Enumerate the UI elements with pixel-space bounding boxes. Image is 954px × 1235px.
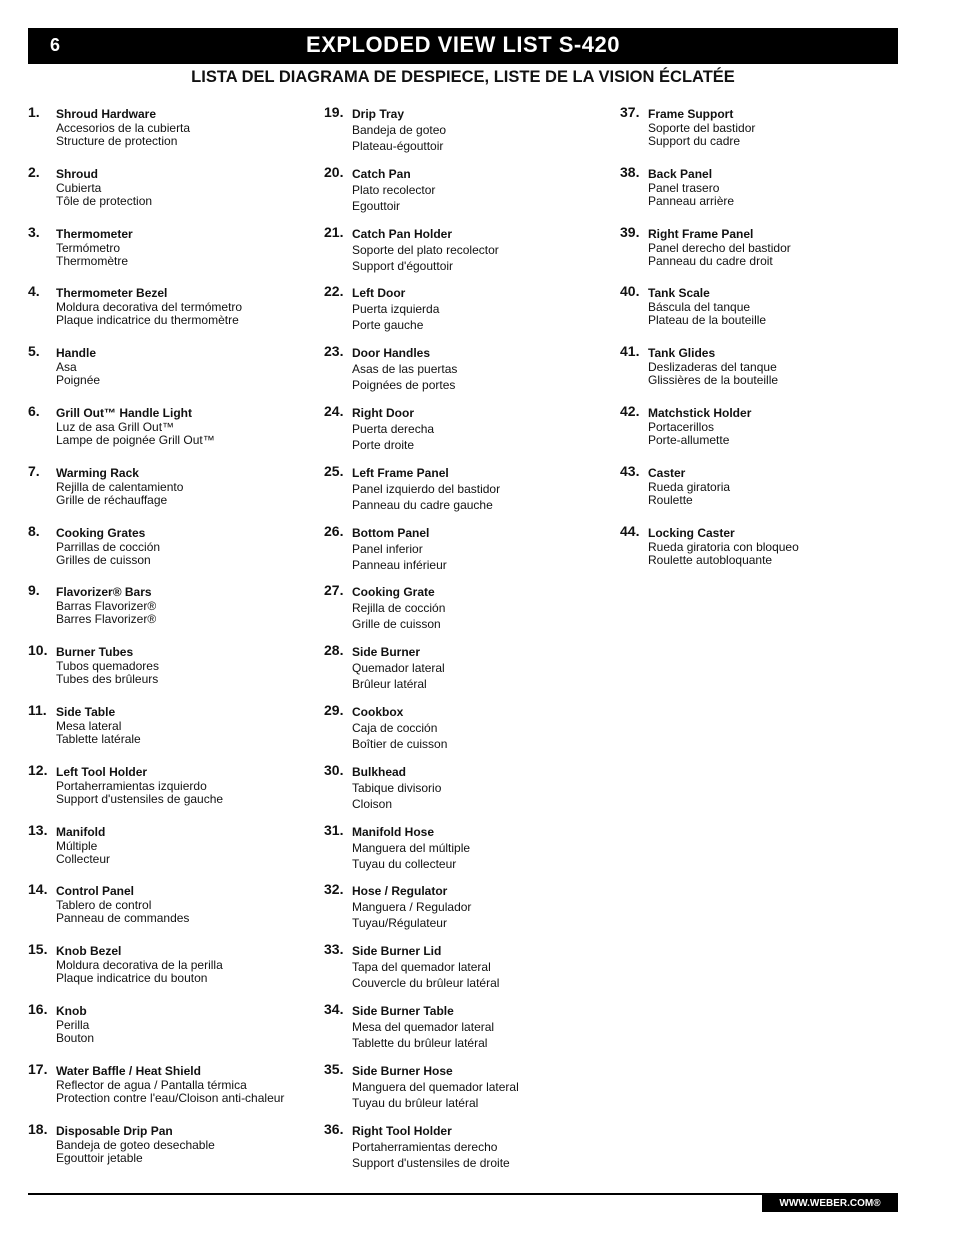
part-name-en: Flavorizer® Bars	[56, 585, 152, 599]
part-item	[620, 164, 910, 222]
part-name-fr: Tablette latérale	[56, 732, 141, 746]
part-number: 21.	[324, 224, 344, 240]
part-number: 23.	[324, 343, 344, 359]
part-name-fr: Glissières de la bouteille	[648, 373, 779, 387]
part-name-fr: Barres Flavorizer®	[56, 612, 157, 626]
part-item	[28, 582, 318, 640]
part-name-fr: Plaque indicatrice du thermomètre	[56, 313, 239, 327]
part-name-es: Moldura decorativa del termómetro	[56, 300, 243, 314]
part-name-es: Caja de cocción	[352, 721, 438, 735]
part-item	[28, 343, 318, 401]
part-name-es: Soporte del plato recolector	[352, 243, 499, 257]
part-number: 1.	[28, 104, 40, 120]
part-item	[324, 403, 614, 461]
part-item	[620, 343, 910, 401]
part-item	[28, 1061, 318, 1119]
part-name-fr: Couvercle du brûleur latéral	[352, 976, 500, 990]
part-item	[324, 164, 614, 222]
part-name-fr: Grille de cuisson	[352, 617, 441, 631]
part-name-fr: Lampe de poignée Grill Out™	[56, 433, 215, 447]
part-item	[324, 822, 614, 880]
part-number: 42.	[620, 403, 640, 419]
part-name-es: Perilla	[56, 1018, 90, 1032]
part-name-en: Caster	[648, 466, 686, 480]
part-name-en: Door Handles	[352, 346, 431, 360]
part-item	[324, 881, 614, 939]
part-name-es: Bandeja de goteo desechable	[56, 1138, 215, 1152]
part-name-en: Matchstick Holder	[648, 406, 752, 420]
part-name-en: Hose / Regulator	[352, 884, 448, 898]
part-name-fr: Plateau de la bouteille	[648, 313, 767, 327]
part-name-es: Asas de las puertas	[352, 362, 458, 376]
part-name-es: Barras Flavorizer®	[56, 599, 157, 613]
part-name-en: Frame Support	[648, 107, 734, 121]
part-number: 3.	[28, 224, 40, 240]
part-name-en: Left Door	[352, 286, 406, 300]
part-name-en: Side Burner Hose	[352, 1064, 453, 1078]
part-name-fr: Support d'ustensiles de gauche	[56, 792, 224, 806]
part-name-en: Drip Tray	[352, 107, 405, 121]
part-name-fr: Tuyau du collecteur	[352, 857, 457, 871]
part-number: 13.	[28, 822, 48, 838]
part-name-en: Shroud Hardware	[56, 107, 157, 121]
part-name-es: Panel derecho del bastidor	[648, 241, 791, 255]
part-item	[324, 1121, 614, 1179]
part-name-en: Left Frame Panel	[352, 466, 449, 480]
part-item	[620, 523, 910, 581]
part-item	[28, 463, 318, 521]
part-name-fr: Plaque indicatrice du bouton	[56, 971, 208, 985]
part-number: 34.	[324, 1001, 344, 1017]
part-number: 4.	[28, 283, 40, 299]
part-name-fr: Plateau-égouttoir	[352, 139, 444, 153]
part-item	[620, 403, 910, 461]
part-name-en: Locking Caster	[648, 526, 735, 540]
part-number: 8.	[28, 523, 40, 539]
part-name-es: Plato recolector	[352, 183, 436, 197]
part-name-fr: Support du cadre	[648, 134, 741, 148]
part-item	[324, 1001, 614, 1059]
part-item	[324, 224, 614, 282]
part-name-fr: Porte droite	[352, 438, 415, 452]
part-name-en: Right Door	[352, 406, 414, 420]
part-name-fr: Roulette	[648, 493, 693, 507]
part-name-es: Tubos quemadores	[56, 659, 159, 673]
part-name-es: Portaherramientas derecho	[352, 1140, 498, 1154]
part-item	[620, 224, 910, 282]
part-number: 35.	[324, 1061, 344, 1077]
part-item	[28, 642, 318, 700]
part-item	[324, 702, 614, 760]
part-item	[28, 822, 318, 880]
part-name-fr: Egouttoir	[352, 199, 401, 213]
part-item	[324, 104, 614, 162]
part-number: 28.	[324, 642, 344, 658]
part-item	[324, 523, 614, 581]
part-name-es: Deslizaderas del tanque	[648, 360, 777, 374]
part-name-fr: Tubes des brûleurs	[56, 672, 159, 686]
part-name-en: Knob Bezel	[56, 944, 122, 958]
part-name-en: Side Burner Table	[352, 1004, 454, 1018]
part-name-en: Tank Scale	[648, 286, 710, 300]
part-name-es: Tapa del quemador lateral	[352, 960, 491, 974]
part-name-en: Side Table	[56, 705, 116, 719]
part-name-es: Asa	[56, 360, 77, 374]
part-number: 6.	[28, 403, 40, 419]
part-number: 38.	[620, 164, 640, 180]
part-name-es: Portacerillos	[648, 420, 715, 434]
part-name-fr: Panneau du cadre gauche	[352, 498, 493, 512]
website-link[interactable]: WWW.WEBER.COM®	[762, 1195, 898, 1212]
part-name-es: Reflector de agua / Pantalla térmica	[56, 1078, 247, 1092]
part-item	[620, 104, 910, 162]
part-number: 20.	[324, 164, 344, 180]
part-name-fr: Porte-allumette	[648, 433, 730, 447]
part-name-fr: Brûleur latéral	[352, 677, 427, 691]
part-name-es: Panel inferior	[352, 542, 423, 556]
part-name-es: Manguera / Regulador	[352, 900, 472, 914]
part-name-en: Knob	[56, 1004, 87, 1018]
part-item	[28, 1121, 318, 1179]
part-name-fr: Boîtier de cuisson	[352, 737, 448, 751]
part-name-en: Back Panel	[648, 167, 713, 181]
part-item	[324, 343, 614, 401]
part-name-fr: Egouttoir jetable	[56, 1151, 143, 1165]
part-number: 16.	[28, 1001, 48, 1017]
part-item	[28, 224, 318, 282]
part-name-fr: Structure de protection	[56, 134, 178, 148]
part-number: 27.	[324, 582, 344, 598]
part-name-es: Rejilla de cocción	[352, 601, 446, 615]
part-number: 9.	[28, 582, 40, 598]
part-item	[28, 104, 318, 162]
part-item	[28, 403, 318, 461]
part-name-es: Manguera del quemador lateral	[352, 1080, 519, 1094]
page-number: 6	[50, 35, 61, 55]
part-number: 25.	[324, 463, 344, 479]
part-name-fr: Tôle de protection	[56, 194, 153, 208]
part-name-fr: Porte gauche	[352, 318, 424, 332]
part-name-es: Bandeja de goteo	[352, 123, 447, 137]
part-item	[324, 463, 614, 521]
header-bar	[28, 28, 898, 64]
part-name-en: Control Panel	[56, 884, 135, 898]
part-name-es: Rueda giratoria con bloqueo	[648, 540, 799, 554]
part-name-es: Tabique divisorio	[352, 781, 442, 795]
part-item	[620, 283, 910, 341]
part-item	[324, 283, 614, 341]
part-name-en: Thermometer Bezel	[56, 286, 168, 300]
part-number: 40.	[620, 283, 640, 299]
part-name-es: Panel trasero	[648, 181, 720, 195]
part-number: 18.	[28, 1121, 48, 1137]
part-item	[324, 582, 614, 640]
part-item	[28, 762, 318, 820]
part-number: 15.	[28, 941, 48, 957]
part-item	[620, 463, 910, 521]
part-number: 12.	[28, 762, 48, 778]
part-name-fr: Panneau inférieur	[352, 558, 447, 572]
part-name-en: Right Frame Panel	[648, 227, 754, 241]
part-name-es: Tablero de control	[56, 898, 152, 912]
part-name-fr: Tuyau du brûleur latéral	[352, 1096, 479, 1110]
part-name-es: Manguera del múltiple	[352, 841, 471, 855]
part-name-fr: Tuyau/Régulateur	[352, 916, 447, 930]
part-number: 26.	[324, 523, 344, 539]
part-name-fr: Grille de réchauffage	[56, 493, 168, 507]
part-name-en: Cooking Grate	[352, 585, 435, 599]
part-name-en: Warming Rack	[56, 466, 139, 480]
part-name-en: Disposable Drip Pan	[56, 1124, 173, 1138]
part-name-es: Portaherramientas izquierdo	[56, 779, 207, 793]
part-name-es: Puerta derecha	[352, 422, 435, 436]
part-name-es: Accesorios de la cubierta	[56, 121, 191, 135]
part-name-en: Bulkhead	[352, 765, 407, 779]
part-item	[324, 941, 614, 999]
part-name-en: Grill Out™ Handle Light	[56, 406, 192, 420]
part-name-fr: Cloison	[352, 797, 393, 811]
part-name-en: Tank Glides	[648, 346, 716, 360]
part-number: 37.	[620, 104, 640, 120]
part-item	[28, 164, 318, 222]
part-name-es: Puerta izquierda	[352, 302, 440, 316]
part-name-fr: Panneau de commandes	[56, 911, 190, 925]
part-name-en: Handle	[56, 346, 97, 360]
part-number: 30.	[324, 762, 344, 778]
part-item	[28, 283, 318, 341]
part-number: 31.	[324, 822, 344, 838]
part-name-en: Water Baffle / Heat Shield	[56, 1064, 201, 1078]
part-name-es: Rueda giratoria	[648, 480, 731, 494]
part-number: 5.	[28, 343, 40, 359]
part-name-fr: Poignées de portes	[352, 378, 456, 392]
part-number: 7.	[28, 463, 40, 479]
part-name-en: Catch Pan	[352, 167, 411, 181]
part-name-es: Múltiple	[56, 839, 98, 853]
part-number: 22.	[324, 283, 344, 299]
part-number: 19.	[324, 104, 344, 120]
part-name-es: Báscula del tanque	[648, 300, 751, 314]
part-name-en: Burner Tubes	[56, 645, 134, 659]
part-name-fr: Collecteur	[56, 852, 111, 866]
part-name-en: Left Tool Holder	[56, 765, 148, 779]
part-number: 44.	[620, 523, 640, 539]
part-name-en: Catch Pan Holder	[352, 227, 453, 241]
part-number: 17.	[28, 1061, 48, 1077]
part-name-en: Cookbox	[352, 705, 404, 719]
part-name-en: Manifold Hose	[352, 825, 435, 839]
part-name-es: Mesa del quemador lateral	[352, 1020, 495, 1034]
part-name-es: Parrillas de cocción	[56, 540, 161, 554]
part-number: 24.	[324, 403, 344, 419]
part-item	[324, 1061, 614, 1119]
part-name-fr: Bouton	[56, 1031, 95, 1045]
part-number: 43.	[620, 463, 640, 479]
part-name-es: Mesa lateral	[56, 719, 122, 733]
part-name-es: Termómetro	[56, 241, 121, 255]
part-number: 29.	[324, 702, 344, 718]
part-name-en: Cooking Grates	[56, 526, 146, 540]
part-number: 11.	[28, 702, 47, 718]
part-item	[28, 941, 318, 999]
page-title: EXPLODED VIEW LIST S-420	[306, 32, 620, 57]
part-item	[28, 702, 318, 760]
part-number: 14.	[28, 881, 48, 897]
part-name-fr: Panneau arrière	[648, 194, 735, 208]
part-name-en: Side Burner	[352, 645, 421, 659]
part-item	[324, 642, 614, 700]
part-name-es: Quemador lateral	[352, 661, 445, 675]
part-name-fr: Poignée	[56, 373, 101, 387]
page-subtitle: LISTA DEL DIAGRAMA DE DESPIECE, LISTE DE LA VISION ÉCLATÉE	[191, 68, 735, 86]
part-name-es: Panel izquierdo del bastidor	[352, 482, 501, 496]
part-name-fr: Tablette du brûleur latéral	[352, 1036, 488, 1050]
part-name-fr: Support d'ustensiles de droite	[352, 1156, 510, 1170]
part-number: 2.	[28, 164, 40, 180]
part-name-en: Bottom Panel	[352, 526, 430, 540]
part-name-es: Moldura decorativa de la perilla	[56, 958, 223, 972]
part-name-fr: Protection contre l'eau/Cloison anti-chaleur	[56, 1091, 285, 1105]
part-name-fr: Thermomètre	[56, 254, 129, 268]
part-number: 39.	[620, 224, 640, 240]
part-name-en: Side Burner Lid	[352, 944, 442, 958]
part-number: 36.	[324, 1121, 344, 1137]
part-number: 41.	[620, 343, 640, 359]
part-name-es: Luz de asa Grill Out™	[56, 420, 175, 434]
part-name-es: Soporte del bastidor	[648, 121, 756, 135]
part-name-fr: Grilles de cuisson	[56, 553, 151, 567]
part-name-en: Thermometer	[56, 227, 133, 241]
part-name-en: Right Tool Holder	[352, 1124, 452, 1138]
part-name-fr: Panneau du cadre droit	[648, 254, 773, 268]
part-name-es: Rejilla de calentamiento	[56, 480, 184, 494]
part-item	[28, 523, 318, 581]
part-name-en: Shroud	[56, 167, 98, 181]
part-number: 32.	[324, 881, 344, 897]
part-name-en: Manifold	[56, 825, 106, 839]
part-number: 10.	[28, 642, 48, 658]
part-name-fr: Support d'égouttoir	[352, 259, 454, 273]
part-item	[28, 881, 318, 939]
part-item	[28, 1001, 318, 1059]
part-name-fr: Roulette autobloquante	[648, 553, 773, 567]
part-name-es: Cubierta	[56, 181, 102, 195]
part-item	[324, 762, 614, 820]
part-number: 33.	[324, 941, 344, 957]
